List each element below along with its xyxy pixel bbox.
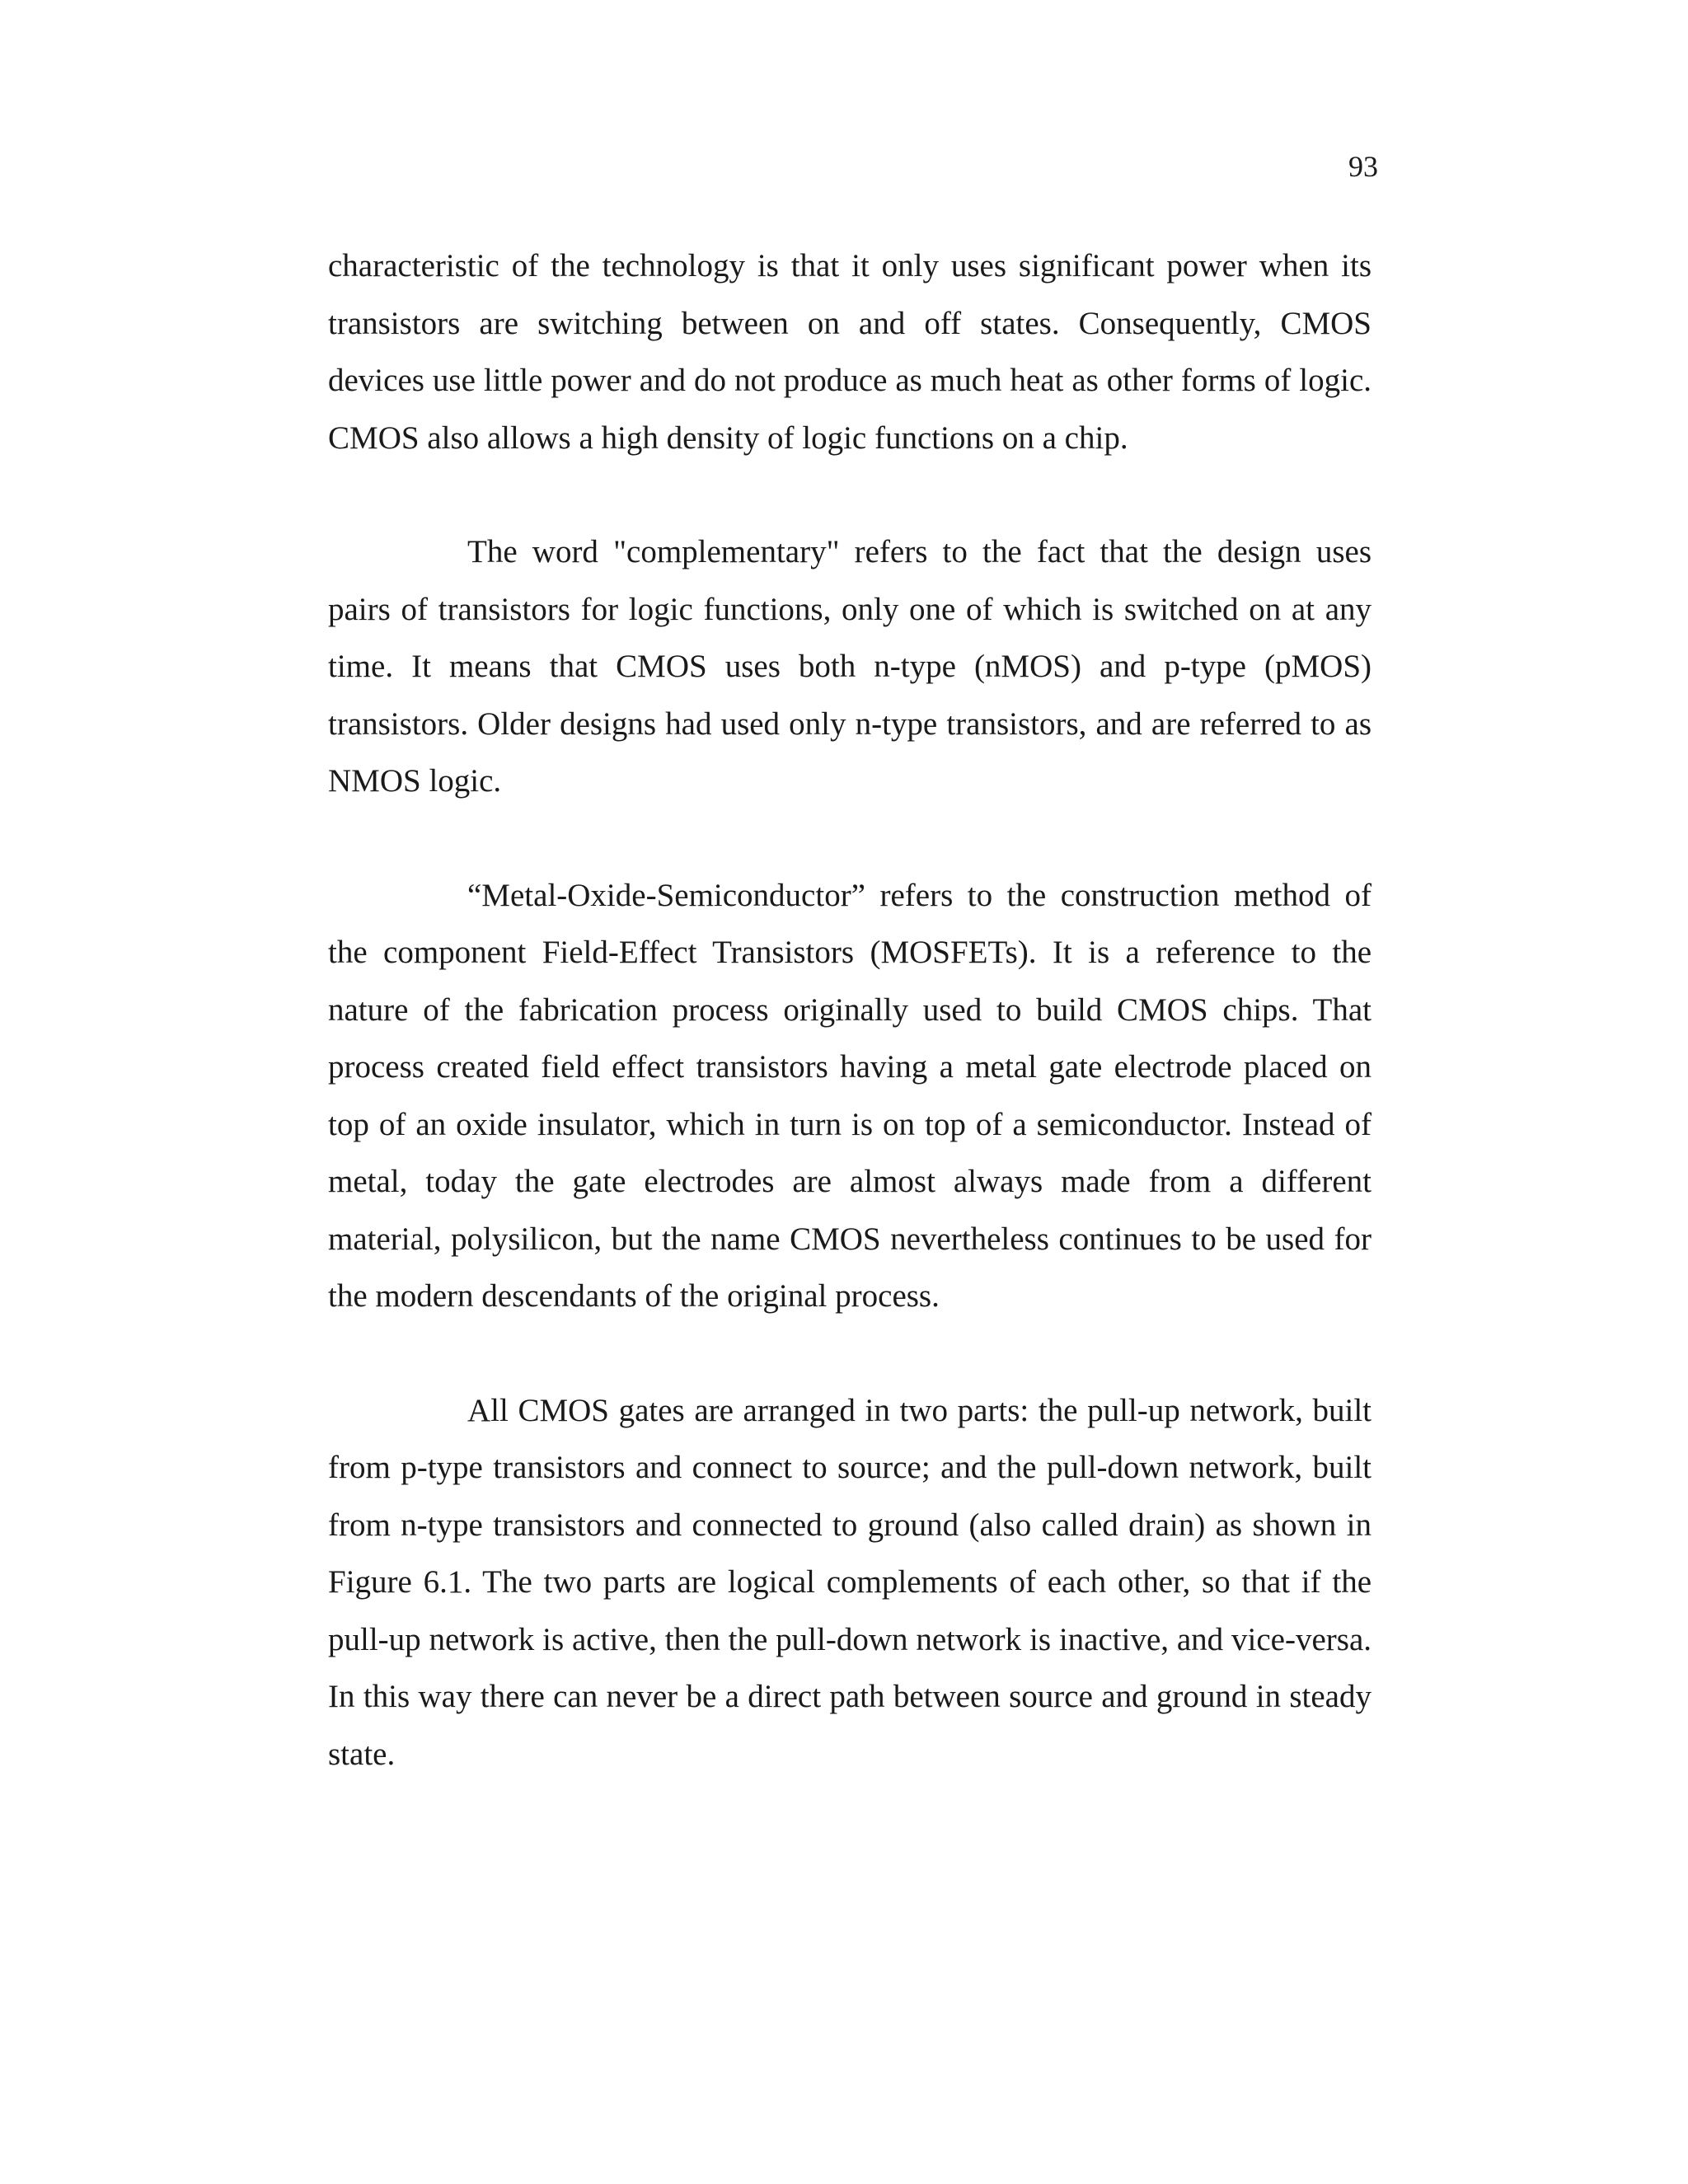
- paragraph-cmos-gates: All CMOS gates are arranged in two parts: the pull-up network, built from p-type transistors and connect to source; and the pull-down network, built from n-type transistors and connected to ground (also called drain) as shown in Figure 6.1. The two parts are logical complements of each other, so that if the pull-up network is active, then the pull-down network is inactive, and vice-versa. In this way there can never be a direct path between source and ground in steady state.: [328, 1392, 1372, 1772]
- paragraph-metal-oxide-semiconductor: “Metal-Oxide-Semiconductor” refers to the construction method of the component Field-Effect Transistors (MOSFETs). It is a reference to the nature of the fabrication process originally used to build CMOS chips. That process created field effect transistors having a metal gate electrode placed on top of an oxide insulator, which in turn is on top of a semiconductor. Instead of metal, today the gate electrodes are almost always made from a different material, polysilicon, but the name CMOS nevertheless continues to be used for the modern descendants of the original process.: [328, 877, 1372, 1314]
- body-text: [328, 237, 1372, 1783]
- paragraph-complementary: The word "complementary" refers to the fact that the design uses pairs of transistors for logic functions, only one of which is switched on at any time. It means that CMOS uses both n-type (nMOS) and p-type (pMOS) transistors. Older designs had used only n-type transistors, and are referred to as NMOS logic.: [328, 534, 1372, 799]
- paragraph-power-characteristic: characteristic of the technology is that it only uses significant power when its transistors are switching between on and off states. Consequently, CMOS devices use little power and do not produce as much heat as other forms of logic. CMOS also allows a high density of logic functions on a chip.: [328, 248, 1372, 456]
- page-number: 93: [1348, 150, 1378, 183]
